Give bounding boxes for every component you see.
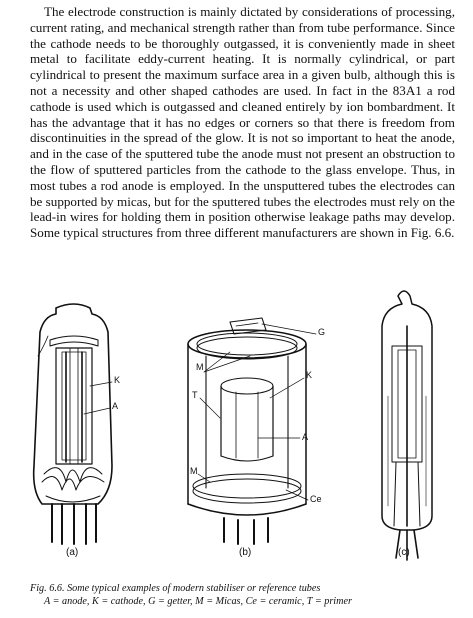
label-b-anode: A — [302, 432, 309, 442]
label-a-anode: A — [112, 401, 119, 411]
tube-c-drawing — [382, 291, 432, 560]
label-b-primer: T — [192, 390, 198, 400]
label-b-mica-top: M — [196, 362, 204, 372]
label-b-getter: G — [318, 327, 326, 337]
caption-title: Fig. 6.6. Some typical examples of modern stabiliser or reference tubes — [30, 583, 321, 594]
subfigure-label-b: (b) — [239, 547, 252, 558]
label-b-ceramic: Ce — [310, 494, 322, 504]
label-a-cathode: K — [114, 375, 121, 385]
subfigure-label-a: (a) — [66, 547, 79, 558]
label-b-mica-bottom: M — [190, 466, 198, 476]
figure-6-6 — [0, 286, 473, 572]
tube-b-drawing — [188, 318, 316, 544]
figure-caption — [30, 582, 455, 608]
subfigure-label-c: (c) — [398, 547, 410, 558]
caption-legend: A = anode, K = cathode, G = getter, M = Micas, Ce = ceramic, T = primer — [44, 596, 352, 607]
tube-a-drawing — [34, 304, 112, 544]
body-paragraph: The electrode construction is mainly dictated by considerations of processing, current rating, and mechanical strength rather than from tube performance. Since the cathode needs to be thoroughly outgassed, it is conveniently made in sheet metal to facilitate eddy-current heating. It is normally cylindrical, or part cylindrical to present the maximum surface area in a given bulb, although this is not a necessity and other shaped cathodes are used. In fact in the 83A1 a rod cathode is used which is outgassed and cleaned entirely by ion bombardment. It has the advantage that it has no edges or corners so that there is freedom from discontinuities in the spread of the glow. It is not so important to heat the anode, and in the case of the sputtered tube the anode must not present an obstruction to the flow of sputtered particles from the cathode to the glass envelope. Thus, in most tubes a rod anode is employed. In the unsputtered tubes the electrodes can be supported by micas, but for the sputtered tubes the electrodes must rely on the lead-in wires for holding them in position otherwise leakage paths may develop. Some typical structures from three different manufacturers are shown in Fig. 6.6. — [30, 4, 455, 241]
label-b-cathode: K — [306, 370, 313, 380]
figure-drawing — [0, 286, 473, 572]
